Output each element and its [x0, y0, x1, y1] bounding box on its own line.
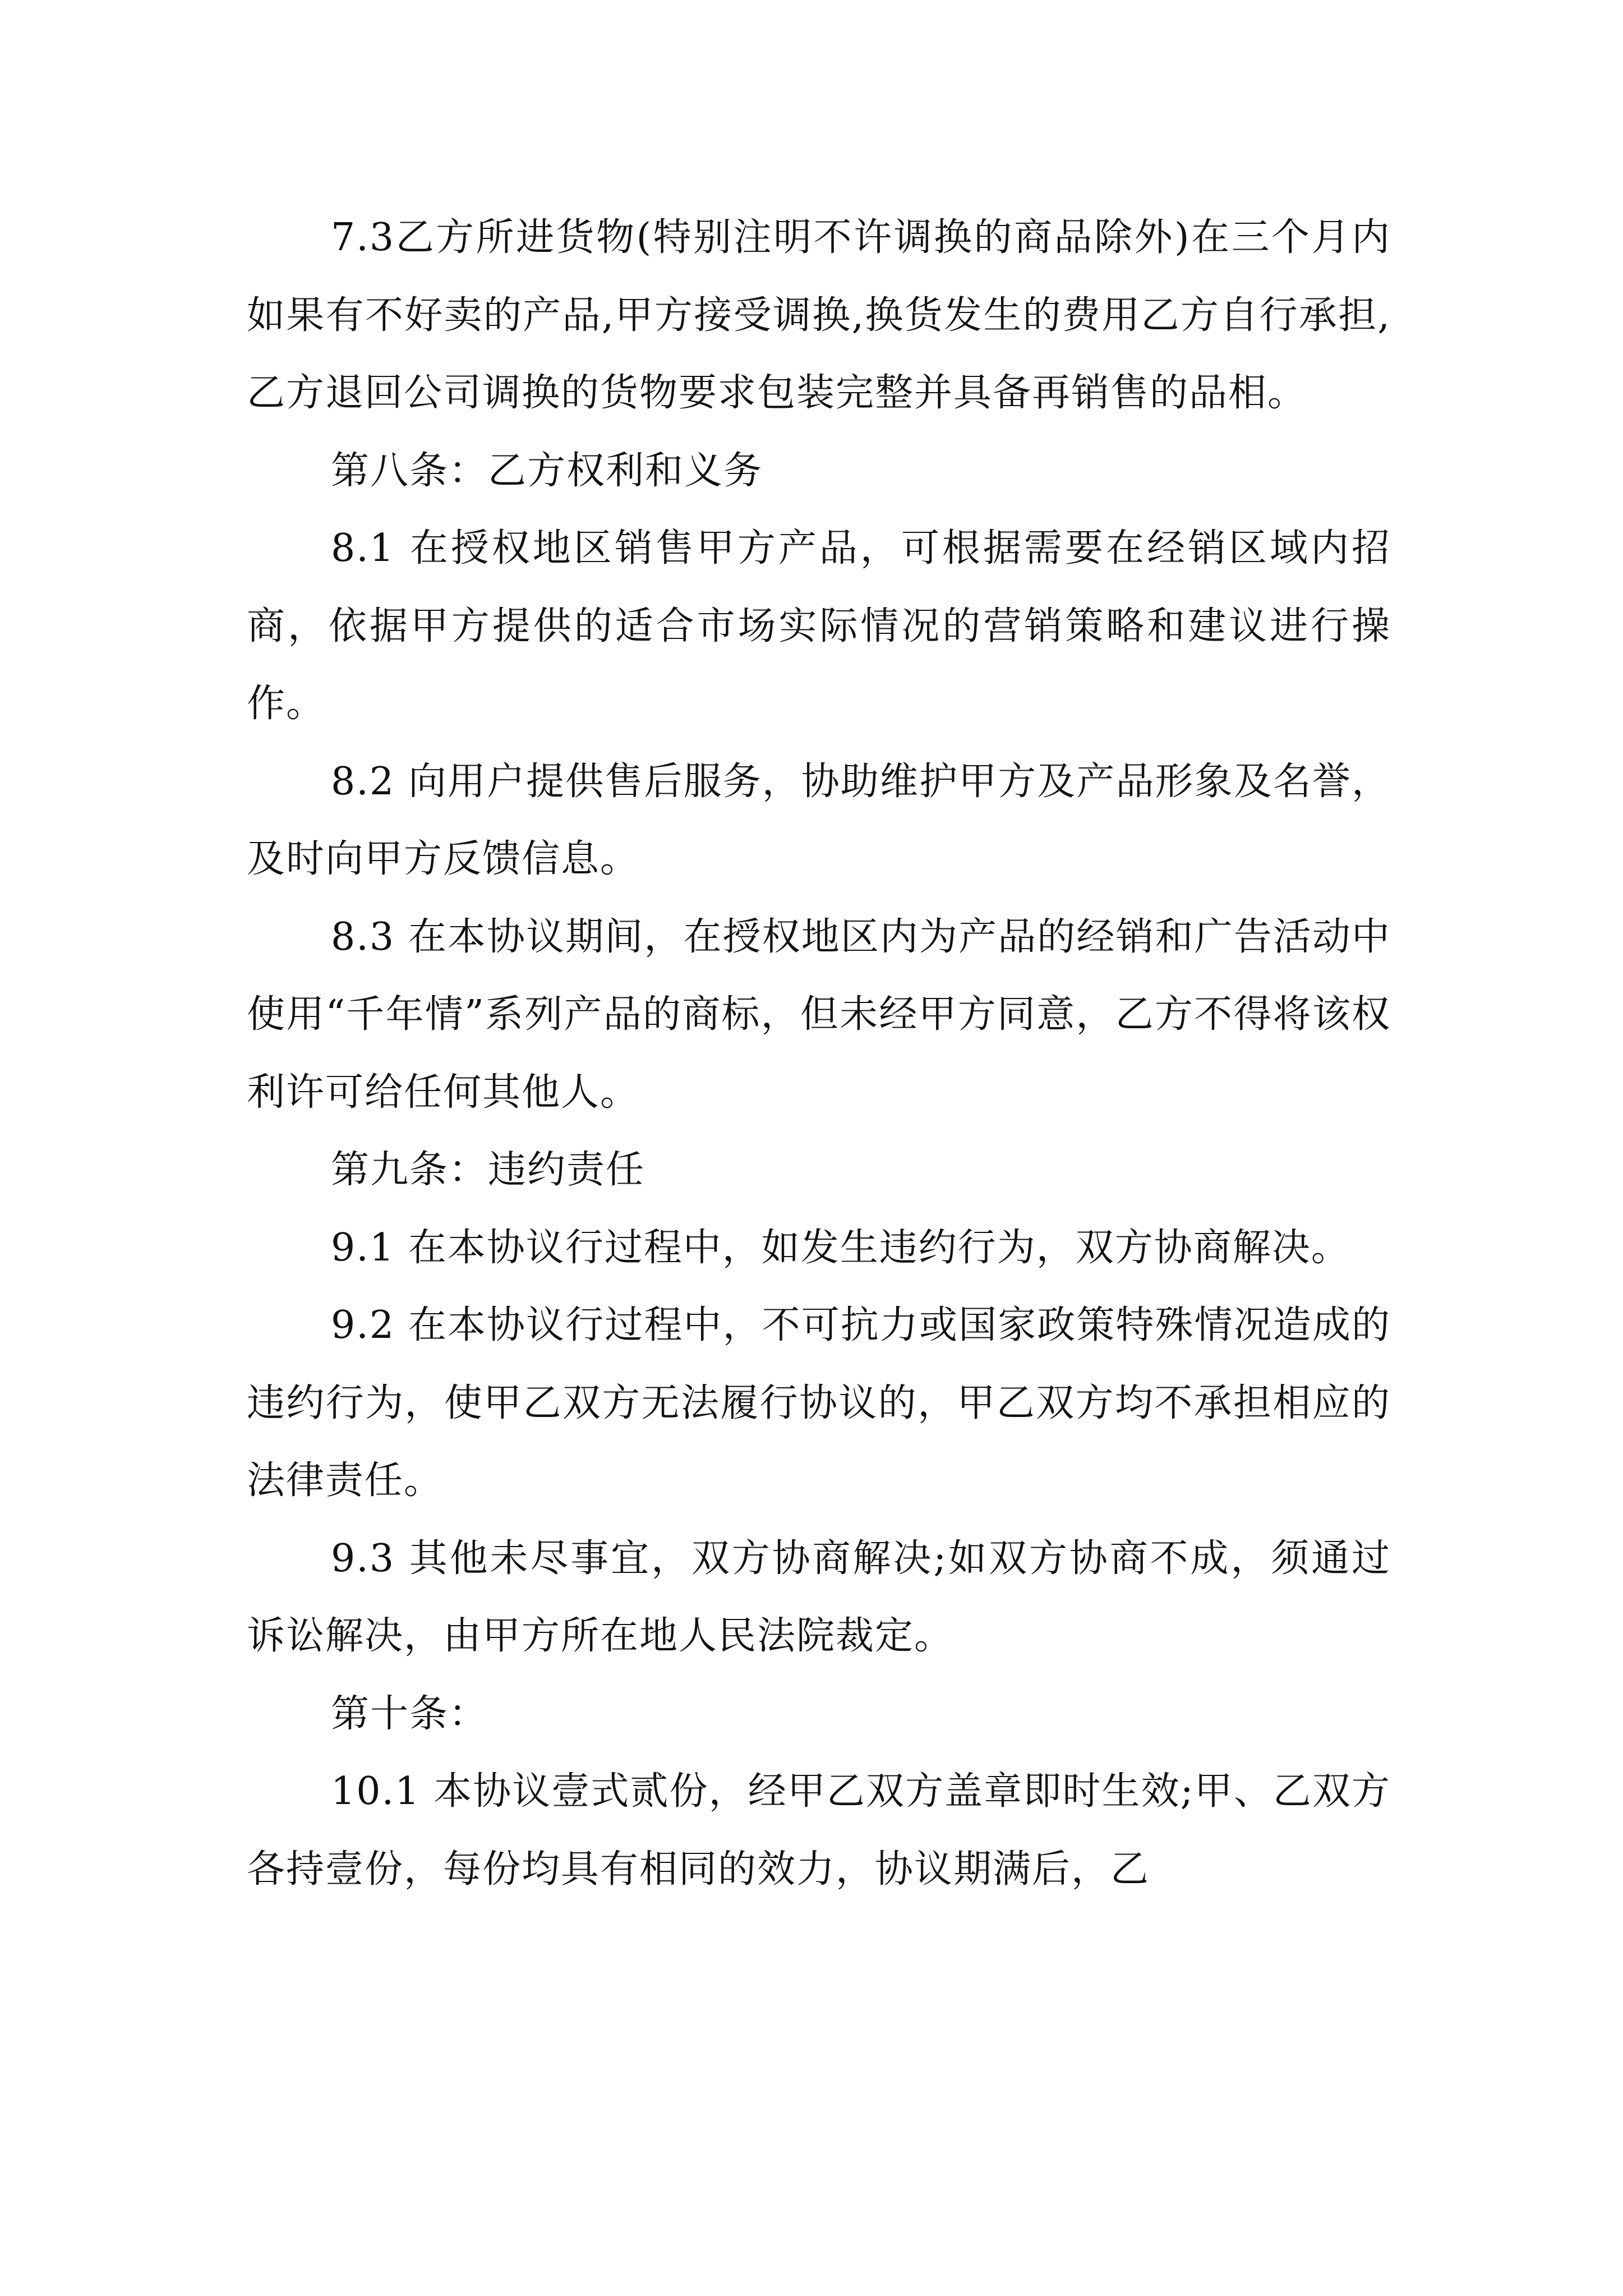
paragraph-7-3: 7.3乙方所进货物(特别注明不许调换的商品除外)在三个月内如果有不好卖的产品,甲方接受调换,换货发生的费用乙方自行承担,乙方退回公司调换的货物要求包装完整并具备再销售的品相。	[247, 215, 1391, 415]
paragraph-10-1: 10.1 本协议壹式贰份，经甲乙双方盖章即时生效;甲、乙双方各持壹份，每份均具有相同的效力，协议期满后，乙	[247, 1769, 1391, 1892]
document-body	[247, 199, 1391, 1908]
paragraph-9-3: 9.3 其他未尽事宜，双方协商解决;如双方协商不成，须通过诉讼解决，由甲方所在地人民法院裁定。	[247, 1536, 1391, 1658]
paragraph-8-2: 8.2 向用户提供售后服务，协助维护甲方及产品形象及名誉，及时向甲方反馈信息。	[247, 759, 1391, 881]
paragraph-9-1: 9.1 在本协议行过程中，如发生违约行为，双方协商解决。	[331, 1225, 1350, 1270]
heading-article-8: 第八条：乙方权利和义务	[331, 448, 763, 493]
paragraph-8-1: 8.1 在授权地区销售甲方产品，可根据需要在经销区域内招商，依据甲方提供的适合市场实际情况的营销策略和建议进行操作。	[247, 526, 1391, 726]
heading-article-10: 第十条：	[331, 1691, 488, 1736]
heading-article-9: 第九条：违约责任	[331, 1148, 645, 1192]
paragraph-9-2: 9.2 在本协议行过程中，不可抗力或国家政策特殊情况造成的违约行为，使甲乙双方无法履行协议的，甲乙双方均不承担相应的法律责任。	[247, 1303, 1391, 1503]
paragraph-8-3: 8.3 在本协议期间，在授权地区内为产品的经销和广告活动中使用“千年情”系列产品的商标，但未经甲方同意，乙方不得将该权利许可给任何其他人。	[247, 914, 1391, 1115]
